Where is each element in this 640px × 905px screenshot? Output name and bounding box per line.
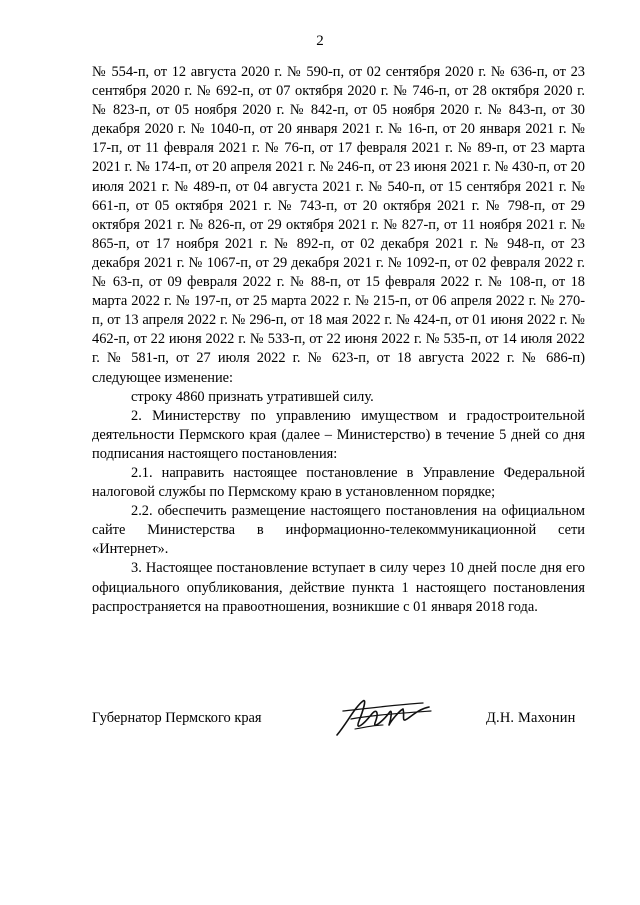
paragraph-clause-3: 3. Настоящее постановление вступает в силу через 10 дней после дня его официального опубликования, действие пункта 1 настоящего постановления распространяется на правоотношения, возникшие с 01 января 2018 года. — [92, 560, 585, 615]
paragraph-line-4860: строку 4860 признать утратившей силу. — [131, 388, 374, 405]
document-body — [92, 63, 585, 617]
paragraph-clause-2-1: 2.1. направить настоящее постановление в Управление Федеральной налоговой службы по Пермскому краю в установленном порядке; — [92, 464, 585, 501]
paragraph-clause-2: 2. Министерству по управлению имуществом и градостроительной деятельности Пермского края (далее – Министерство) в течение 5 дней со дня подписания настоящего постановления: — [92, 407, 585, 462]
signatory-name: Д.Н. Махонин — [486, 710, 576, 726]
paragraph-amendments-list: № 554-п, от 12 августа 2020 г. № 590-п, от 02 сентября 2020 г. № 636-п, от 23 сентября 2020 г. № 692-п, от 07 октября 2020 г. № 746-п, от 28 октября 2020 г. № 823-п, от 05 ноября 2020 г. № 842-п, от 05 ноября 2020 г. № 843-п, от 30 декабря 2020 г. № 1040-п, от 20 января 2021 г. № 16-п, от 20 января 2021 г. № 17-п, от 11 февраля 2021 г. № 76-п, от 17 февраля 2021 г. № 89-п, от 23 марта 2021 г. № 174-п, от 20 апреля 2021 г. № 246-п, от 23 июня 2021 г. № 430-п, от 20 июля 2021 г. № 489-п, от 04 августа 2021 г. № 540-п, от 15 сентября 2021 г. № 661-п, от 05 октября 2021 г. № 743-п, от 20 октября 2021 г. № 798-п, от 29 октября 2021 г. № 826-п, от 29 октября 2021 г. № 827-п, от 11 ноября 2021 г. № 865-п, от 17 ноября 2021 г. № 892-п, от 02 декабря 2021 г. № 948-п, от 23 декабря 2021 г. № 1067-п, от 29 декабря 2021 г. № 1092-п, от 02 февраля 2022 г. № 63-п, от 09 февраля 2022 г. № 88-п, от 15 февраля 2022 г. № 108-п, от 18 марта 2022 г. № 197-п, от 25 марта 2022 г. № 215-п, от 06 апреля 2022 г. № 270-п, от 13 апреля 2022 г. № 296-п, от 18 мая 2022 г. № 424-п, от 01 июня 2022 г. № 462-п, от 22 июня 2022 г. № 533-п, от 22 июня 2022 г. № 535-п, от 14 июля 2022 г. № 581-п, от 27 июля 2022 г. № 623-п, от 18 августа 2022 г. № 686-п) следующее изменение: — [92, 64, 585, 386]
paragraph-clause-2-2: 2.2. обеспечить размещение настоящего постановления на официальном сайте Министерства в информационно-телекоммуникационной сети «Интернет». — [92, 503, 585, 558]
handwritten-signature — [333, 695, 433, 739]
signatory-position: Губернатор Пермского края — [92, 710, 262, 726]
page-number: 2 — [316, 33, 324, 49]
